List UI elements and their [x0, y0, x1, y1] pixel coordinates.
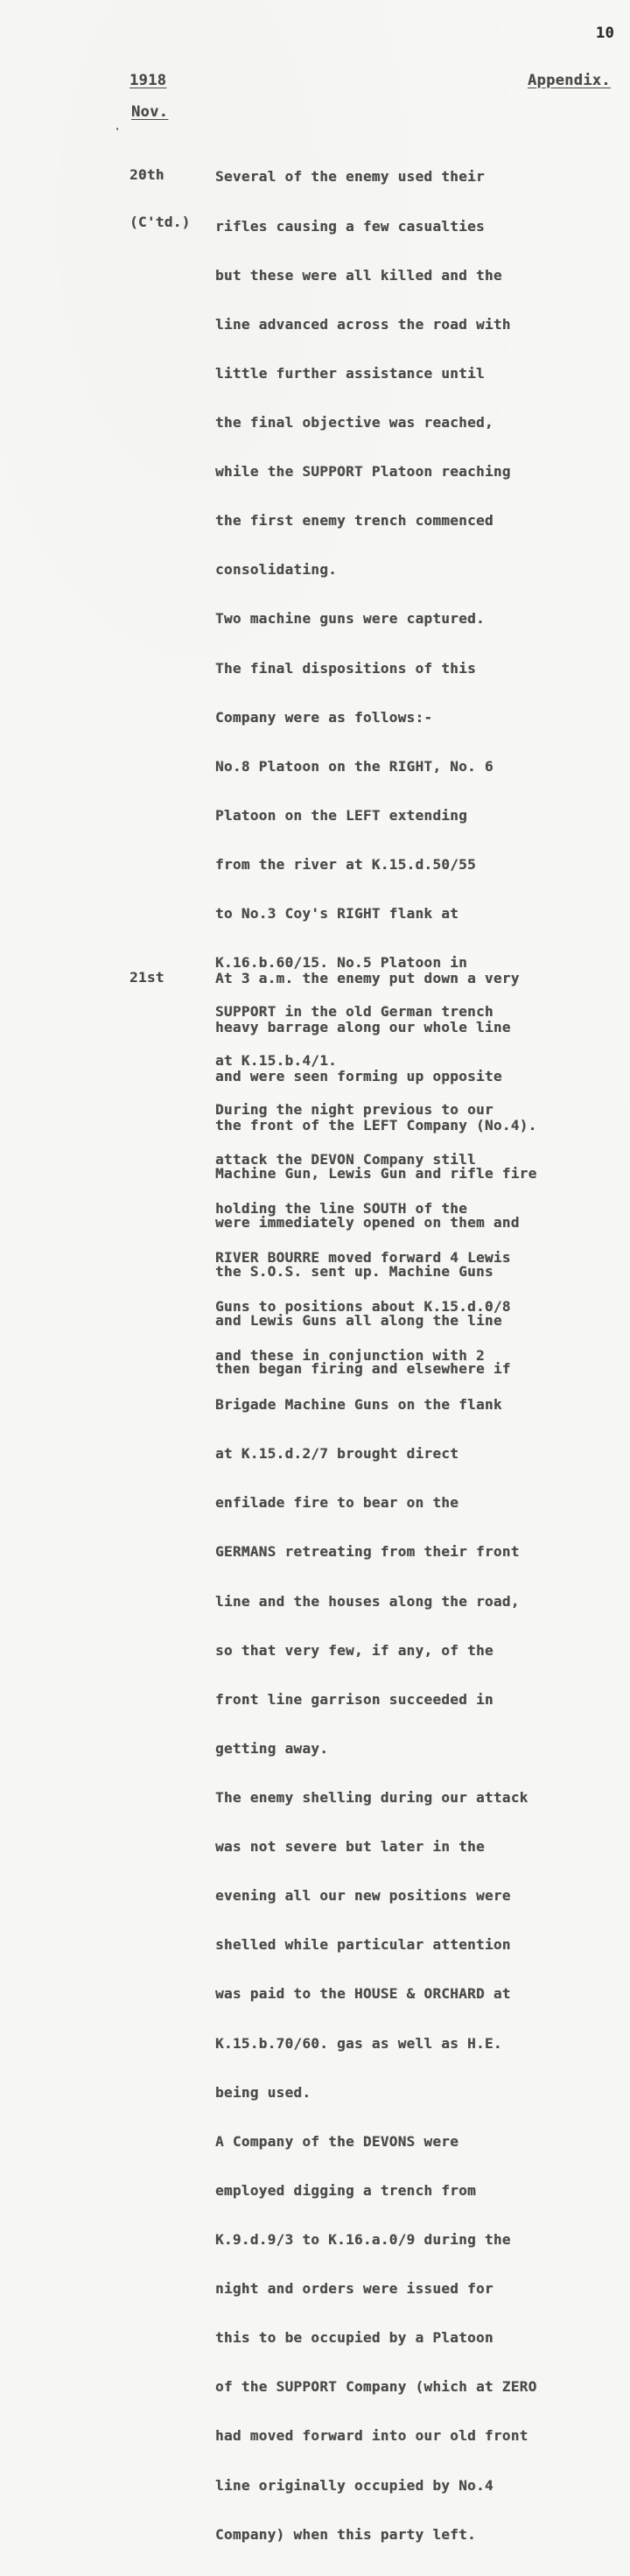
body-line: this to be occupied by a Platoon [215, 2329, 494, 2347]
body-line: Two machine guns were captured. [215, 610, 485, 628]
body-line: was not severe but later in the [215, 1838, 485, 1856]
body-line: SUPPORT in the old German trench [215, 1003, 494, 1021]
body-line: then began firing and elsewhere if [215, 1360, 511, 1378]
margin-mark: ' [115, 127, 121, 137]
body-line: and were seen forming up opposite [215, 1067, 502, 1084]
body-line: Guns to positions about K.15.d.0/8 [215, 1297, 511, 1315]
body-line: line originally occupied by No.4 [215, 2476, 494, 2494]
body-line: night and orders were issued for [215, 2280, 494, 2298]
body-line: Platoon on the LEFT extending [215, 806, 468, 824]
body-line: RIVER BOURRE moved forward 4 Lewis [215, 1248, 511, 1266]
body-line: line advanced across the road with [215, 315, 511, 333]
body-line: GERMANS retreating from their front [215, 1543, 520, 1561]
body-line: attack the DEVON Company still [215, 1150, 476, 1168]
entry-date [130, 938, 164, 1017]
body-line: front line garrison succeeded in [215, 1690, 494, 1708]
body-line: the S.O.S. sent up. Machine Guns [215, 1262, 494, 1280]
body-line: and Lewis Guns all along the line [215, 1311, 502, 1329]
year-heading: 1918 [130, 72, 167, 89]
body-line: Machine Gun, Lewis Gun and rifle fire [215, 1165, 537, 1183]
entry-date-line: 21st [130, 969, 164, 986]
body-line: During the night previous to our [215, 1101, 494, 1119]
body-line: K.16.b.60/15. No.5 Platoon in [215, 954, 468, 972]
body-line: The enemy shelling during our attack [215, 1789, 528, 1807]
body-line: Several of the enemy used their [215, 168, 485, 186]
body-line: holding the line SOUTH of the [215, 1199, 468, 1217]
body-line: at K.15.b.4/1. [215, 1052, 338, 1070]
entry-body [215, 938, 537, 1410]
body-line: and these in conjunction with 2 [215, 1347, 485, 1365]
entry-date-line: (C'td.) [130, 214, 191, 230]
body-line: employed digging a trench from [215, 2181, 476, 2199]
body-line: from the river at K.15.d.50/55 [215, 855, 476, 873]
appendix-heading: Appendix. [528, 72, 611, 89]
body-line: being used. [215, 2083, 312, 2101]
body-line: K.15.b.70/60. gas as well as H.E. [215, 2034, 502, 2052]
body-line: the final objective was reached, [215, 413, 494, 431]
body-line: shelled while particular attention [215, 1936, 511, 1954]
body-line: Brigade Machine Guns on the flank [215, 1396, 502, 1414]
month-heading: Nov. [131, 103, 169, 121]
body-line: was paid to the HOUSE & ORCHARD at [215, 1985, 511, 2003]
body-line: heavy barrage along our whole line [215, 1018, 511, 1035]
body-line: At 3 a.m. the enemy put down a very [215, 970, 520, 987]
body-line: but these were all killed and the [215, 266, 502, 284]
body-line: the first enemy trench commenced [215, 512, 494, 530]
body-line: line and the houses along the road, [215, 1592, 520, 1610]
body-line: to No.3 Coy's RIGHT flank at [215, 905, 459, 923]
body-line: little further assistance until [215, 364, 485, 382]
body-line: were immediately opened on them and [215, 1214, 520, 1232]
body-line: at K.15.d.2/7 brought direct [215, 1445, 459, 1463]
body-line: Company were as follows:- [215, 708, 433, 726]
body-line: while the SUPPORT Platoon reaching [215, 463, 511, 481]
body-line: The final dispositions of this [215, 659, 476, 677]
body-line: No.8 Platoon on the RIGHT, No. 6 [215, 757, 494, 775]
body-line: had moved forward into our old front [215, 2427, 528, 2445]
body-line: the front of the LEFT Company (No.4). [215, 1116, 537, 1134]
entry-date [130, 136, 191, 262]
body-line: getting away. [215, 1739, 329, 1757]
body-line: A Company of the DEVONS were [215, 2132, 459, 2150]
body-line: evening all our new positions were [215, 1887, 511, 1905]
page-number: 10 [595, 25, 614, 42]
body-line: consolidating. [215, 561, 338, 579]
body-line: K.9.d.9/3 to K.16.a.0/9 during the [215, 2231, 511, 2248]
body-line: rifles causing a few casualties [215, 217, 485, 235]
body-line: so that very few, if any, of the [215, 1641, 494, 1659]
body-line: of the SUPPORT Company (which at ZERO [215, 2378, 537, 2396]
entry-date-line: 20th [130, 166, 164, 183]
body-line: enfilade fire to bear on the [215, 1494, 459, 1512]
body-line: Company) when this party left. [215, 2525, 476, 2543]
